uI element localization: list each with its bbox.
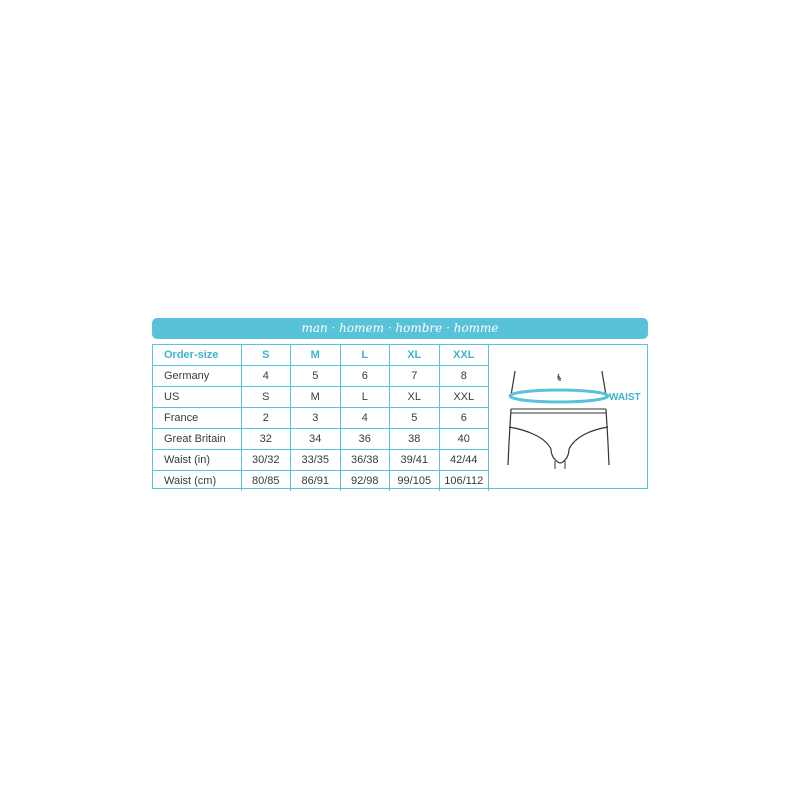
row-label: Great Britain (153, 429, 241, 450)
header-size-m: M (291, 345, 341, 366)
table-cell: 4 (241, 366, 291, 387)
table-cell: S (241, 387, 291, 408)
header-size-l: L (340, 345, 390, 366)
table-cell: 92/98 (340, 471, 390, 492)
table-cell: 36 (340, 429, 390, 450)
table-header-row (153, 345, 489, 366)
table-row (153, 408, 489, 429)
row-label: France (153, 408, 241, 429)
table-cell: XL (390, 387, 440, 408)
table-cell: 42/44 (439, 450, 489, 471)
table-cell: 7 (390, 366, 440, 387)
table-cell: 99/105 (390, 471, 440, 492)
table-cell: 80/85 (241, 471, 291, 492)
table-cell: 3 (291, 408, 341, 429)
size-table (153, 345, 489, 491)
header-size-s: S (241, 345, 291, 366)
header-order-size: Order-size (153, 345, 241, 366)
header-size-xl: XL (390, 345, 440, 366)
table-cell: L (340, 387, 390, 408)
table-cell: 30/32 (241, 450, 291, 471)
table-cell: 38 (390, 429, 440, 450)
row-label: Germany (153, 366, 241, 387)
row-label: Waist (in) (153, 450, 241, 471)
size-chart-title: man · homem · hombre · homme (152, 318, 648, 339)
table-cell: 6 (340, 366, 390, 387)
table-cell: 40 (439, 429, 489, 450)
table-row (153, 450, 489, 471)
table-cell: 5 (390, 408, 440, 429)
table-cell: 32 (241, 429, 291, 450)
table-row (153, 366, 489, 387)
row-label: US (153, 387, 241, 408)
table-row (153, 429, 489, 450)
table-cell: 2 (241, 408, 291, 429)
table-row (153, 387, 489, 408)
waist-label: WAIST (609, 392, 641, 403)
header-size-xxl: XXL (439, 345, 489, 366)
table-cell: 33/35 (291, 450, 341, 471)
table-row (153, 471, 489, 492)
table-cell: 6 (439, 408, 489, 429)
size-chart (152, 344, 648, 489)
table-cell: 106/112 (439, 471, 489, 492)
table-cell: 8 (439, 366, 489, 387)
table-cell: 36/38 (340, 450, 390, 471)
table-cell: 5 (291, 366, 341, 387)
table-cell: 34 (291, 429, 341, 450)
row-label: Waist (cm) (153, 471, 241, 492)
table-cell: 86/91 (291, 471, 341, 492)
waist-figure-icon (489, 345, 647, 488)
table-cell: XXL (439, 387, 489, 408)
waist-illustration (489, 345, 647, 488)
table-cell: M (291, 387, 341, 408)
table-cell: 39/41 (390, 450, 440, 471)
table-cell: 4 (340, 408, 390, 429)
